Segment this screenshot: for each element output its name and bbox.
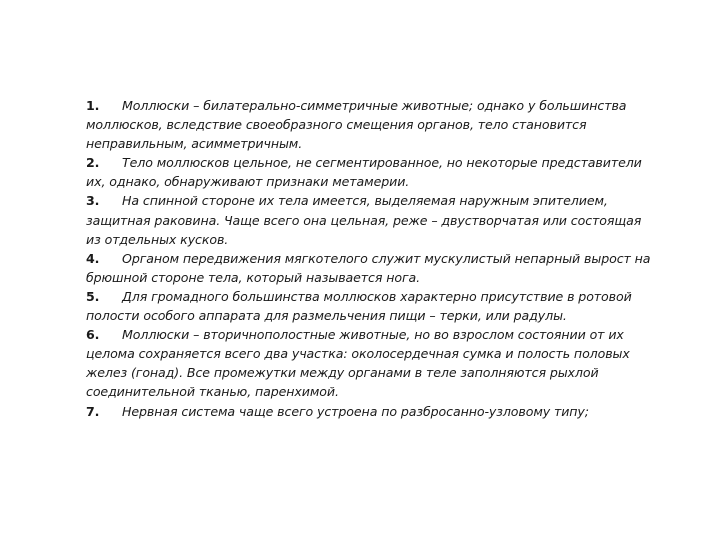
numbered-text-list xyxy=(86,96,658,421)
list-item-2 xyxy=(86,153,658,191)
item-text: Моллюски – вторичнополостные животные, но во взрослом состоянии от их целома сохраняется всего два участка: околосердечная сумка и полость половых желез (гонад). Все промежутки между органами в теле заполняются рыхлой соединительной тканью, паренхимой. xyxy=(86,327,630,400)
item-number: 6. xyxy=(86,327,100,343)
item-number: 1. xyxy=(86,98,100,113)
item-text: Тело моллюсков цельное, не сегментированное, но некоторые представители их, однако, обнаруживают признаки метамерии. xyxy=(86,155,642,190)
item-number: 2. xyxy=(86,155,100,171)
list-item-7 xyxy=(86,402,658,421)
item-text: На спинной стороне их тела имеется, выделяемая наружным эпителием, защитная раковина. Чаще всего она цельная, реже – двустворчатая или состоящая из отдельных кусков. xyxy=(86,193,642,247)
list-item-3 xyxy=(86,191,658,248)
item-text: Моллюски – билатерально-симметричные животные; однако у большинства моллюсков, вследствие своеобразного смещения органов, тело становится неправильным, асимметричным. xyxy=(86,98,627,152)
item-text: Органом передвижения мягкотелого служит мускулистый непарный вырост на брюшной стороне тела, который называется нога. xyxy=(86,250,651,285)
list-item-5 xyxy=(86,287,658,325)
item-number: 5. xyxy=(86,288,100,304)
list-item-6 xyxy=(86,325,658,401)
list-item-4 xyxy=(86,249,658,287)
item-number: 7. xyxy=(86,403,100,419)
item-number: 4. xyxy=(86,250,100,266)
list-item-1 xyxy=(86,96,658,153)
item-number: 3. xyxy=(86,193,100,209)
item-text: Для громадного большинства моллюсков характерно присутствие в ротовой полости особого аппарата для размельчения пищи – терки, или радулы. xyxy=(86,288,632,324)
item-text: Нервная система чаще всего устроена по разбросанно-узловому типу; xyxy=(122,403,589,419)
